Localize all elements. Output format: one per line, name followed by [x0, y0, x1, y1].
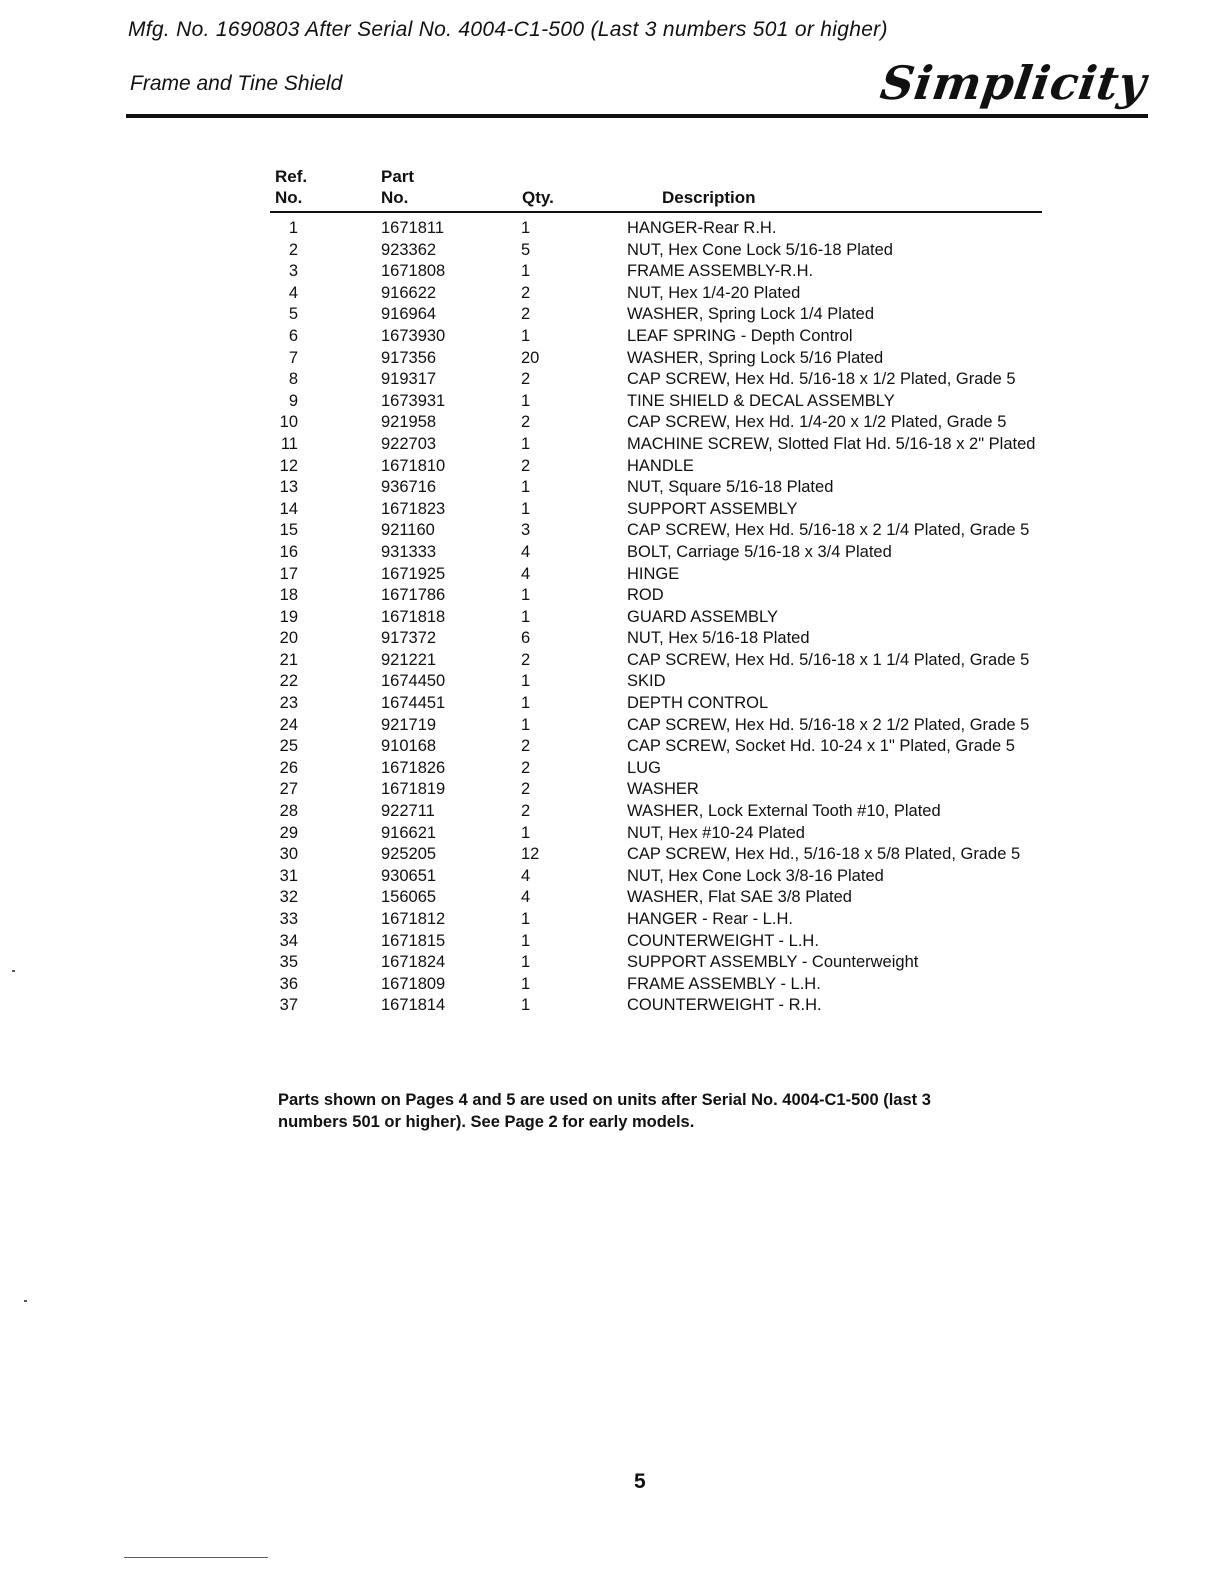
description-cell: NUT, Hex 5/16-18 Plated [627, 629, 810, 648]
table-row [270, 304, 1100, 326]
header-part-no [381, 166, 414, 208]
ref-no-cell: 20 [279, 629, 298, 648]
qty-cell: 4 [521, 888, 531, 907]
part-no-cell: 921221 [381, 650, 437, 669]
section-title: Frame and Tine Shield [130, 72, 343, 95]
qty-cell: 5 [521, 240, 531, 259]
qty-cell: 1 [521, 219, 531, 237]
part-no-cell: 921160 [381, 521, 435, 540]
description-cell: WASHER, Spring Lock 5/16 Plated [627, 348, 884, 367]
part-no-cell: 930651 [381, 866, 437, 885]
part-no-cell: 916622 [381, 283, 437, 302]
ref-no-cell: 27 [279, 780, 298, 799]
qty-cell: 2 [521, 758, 531, 777]
part-no-cell: 1671810 [381, 456, 446, 475]
part-no-cell: 922703 [381, 434, 437, 453]
table-row [270, 779, 1100, 801]
table-row [270, 412, 1100, 434]
description-cell: ROD [627, 586, 664, 605]
description-cell: HINGE [627, 564, 680, 583]
description-cell: GUARD ASSEMBLY [627, 607, 778, 626]
table-row [270, 456, 1100, 478]
qty-cell: 2 [521, 802, 531, 821]
ref-no-cell: 15 [279, 521, 298, 540]
ref-no-cell: 3 [288, 262, 298, 281]
ref-no-cell: 30 [279, 845, 298, 864]
qty-cell: 1 [521, 391, 531, 410]
description-cell: WASHER, Flat SAE 3/8 Plated [627, 888, 852, 907]
qty-cell: 1 [521, 910, 531, 928]
description-cell: WASHER [627, 780, 699, 799]
part-no-cell: 921958 [381, 413, 437, 432]
ref-no-cell: 10 [279, 413, 298, 432]
part-no-cell: 156065 [381, 888, 437, 907]
description-cell: SUPPORT ASSEMBLY - Counterweight [627, 953, 919, 972]
ref-no-cell: 9 [288, 391, 298, 410]
table-row [270, 564, 1100, 586]
part-no-cell: 1671818 [381, 607, 446, 626]
part-no-cell: 923362 [381, 240, 437, 259]
description-cell: CAP SCREW, Hex Hd. 5/16-18 x 2 1/4 Plated, Grade 5 [627, 521, 1030, 540]
part-no-cell: 922711 [381, 802, 435, 821]
qty-cell: 1 [521, 586, 531, 605]
qty-cell: 1 [521, 931, 531, 950]
qty-cell: 4 [521, 866, 531, 885]
part-no-cell: 1671786 [381, 586, 446, 605]
ref-no-cell: 21 [279, 650, 298, 669]
description-cell: WASHER, Spring Lock 1/4 Plated [627, 305, 875, 324]
qty-cell: 1 [521, 499, 531, 518]
part-no-cell: 925205 [381, 845, 437, 864]
description-cell: FRAME ASSEMBLY - L.H. [627, 974, 821, 993]
table-row [270, 391, 1100, 413]
description-cell: CAP SCREW, Hex Hd., 5/16-18 x 5/8 Plated, Grade 5 [627, 845, 1021, 864]
qty-cell: 2 [521, 737, 531, 756]
parts-table-header [270, 166, 1100, 210]
qty-cell: 6 [521, 629, 531, 648]
ref-no-cell: 26 [279, 758, 298, 777]
table-row [270, 736, 1100, 758]
table-row [270, 952, 1100, 974]
part-no-cell: 1671811 [381, 219, 445, 237]
part-no-cell: 1671819 [381, 780, 446, 799]
ref-no-cell: 25 [279, 737, 298, 756]
ref-no-cell: 33 [279, 910, 298, 928]
bottom-link-underline [124, 1557, 268, 1558]
part-no-cell: 1674451 [381, 694, 446, 713]
ref-no-cell: 32 [279, 888, 298, 907]
ref-no-cell: 23 [279, 694, 298, 713]
description-cell: COUNTERWEIGHT - L.H. [627, 931, 819, 950]
table-row [270, 866, 1100, 888]
qty-cell: 2 [521, 283, 531, 302]
parts-table [270, 166, 1100, 1015]
ref-no-cell: 37 [279, 996, 298, 1015]
qty-cell: 2 [521, 456, 531, 475]
qty-cell: 2 [521, 370, 531, 389]
ref-no-cell: 35 [279, 953, 298, 972]
description-cell: MACHINE SCREW, Slotted Flat Hd. 5/16-18 x 2" Plated [627, 434, 1036, 453]
table-row [270, 909, 1100, 931]
description-cell: FRAME ASSEMBLY-R.H. [627, 262, 814, 281]
ref-no-cell: 13 [279, 478, 298, 497]
part-no-cell: 931333 [381, 542, 437, 561]
ref-no-cell: 16 [279, 542, 298, 561]
qty-cell: 1 [521, 326, 531, 345]
table-row [270, 758, 1100, 780]
table-row [270, 671, 1100, 693]
part-no-cell: 1671925 [381, 564, 446, 583]
table-row [270, 693, 1100, 715]
description-cell: NUT, Hex #10-24 Plated [627, 823, 805, 842]
table-row [270, 823, 1100, 845]
ref-no-cell: 8 [288, 370, 298, 389]
description-cell: DEPTH CONTROL [627, 694, 769, 713]
table-row [270, 348, 1100, 370]
table-row [270, 801, 1100, 823]
table-row [270, 650, 1100, 672]
ref-no-cell: 6 [288, 326, 298, 345]
page-number: 5 [634, 1470, 646, 1493]
table-row [270, 628, 1100, 650]
part-no-cell: 916964 [381, 305, 437, 324]
qty-cell: 1 [521, 478, 531, 497]
qty-cell: 2 [521, 413, 531, 432]
part-no-cell: 1671824 [381, 953, 446, 972]
ref-no-cell: 17 [279, 564, 298, 583]
part-no-cell: 1671809 [381, 974, 446, 993]
table-row [270, 887, 1100, 909]
table-row [270, 283, 1100, 305]
ref-no-cell: 12 [279, 456, 298, 475]
qty-cell: 3 [521, 521, 531, 540]
ref-no-cell: 4 [288, 283, 298, 302]
description-cell: CAP SCREW, Hex Hd. 5/16-18 x 1/2 Plated, Grade 5 [627, 370, 1016, 389]
part-no-cell: 910168 [381, 737, 437, 756]
description-cell: CAP SCREW, Hex Hd. 1/4-20 x 1/2 Plated, Grade 5 [627, 413, 1007, 432]
table-row [270, 931, 1100, 953]
description-cell: LUG [627, 758, 661, 777]
description-cell: NUT, Hex Cone Lock 3/8-16 Plated [627, 866, 884, 885]
description-cell: WASHER, Lock External Tooth #10, Plated [627, 802, 941, 821]
qty-cell: 1 [521, 434, 531, 453]
part-no-cell: 1671808 [381, 262, 446, 281]
description-cell: COUNTERWEIGHT - R.H. [627, 996, 822, 1015]
ref-no-cell: 34 [279, 931, 298, 950]
table-row [270, 585, 1100, 607]
header-part-line1: Part [381, 167, 415, 186]
header-ref-no [275, 166, 307, 208]
qty-cell: 12 [521, 845, 540, 864]
table-row [270, 974, 1100, 996]
table-row [270, 218, 1100, 240]
ref-no-cell: 28 [279, 802, 298, 821]
table-row [270, 477, 1100, 499]
qty-cell: 1 [521, 262, 531, 281]
part-no-cell: 1673930 [381, 326, 446, 345]
description-cell: NUT, Square 5/16-18 Plated [627, 478, 834, 497]
table-row [270, 542, 1100, 564]
description-cell: HANDLE [627, 456, 694, 475]
table-row [270, 844, 1100, 866]
part-no-cell: 1671812 [381, 910, 446, 928]
part-no-cell: 1671814 [381, 996, 446, 1015]
table-row [270, 434, 1100, 456]
table-row [270, 499, 1100, 521]
ref-no-cell: 22 [279, 672, 298, 691]
ref-no-cell: 18 [279, 586, 298, 605]
part-no-cell: 1671823 [381, 499, 446, 518]
table-row [270, 995, 1100, 1017]
description-cell: CAP SCREW, Socket Hd. 10-24 x 1" Plated, Grade 5 [627, 737, 1015, 756]
header-part-line2: No. [381, 188, 409, 207]
qty-cell: 2 [521, 650, 531, 669]
qty-cell: 1 [521, 996, 531, 1015]
part-no-cell: 917372 [381, 629, 437, 648]
description-cell: SKID [627, 672, 666, 691]
part-no-cell: 1673931 [381, 391, 446, 410]
header-qty: Qty. [522, 188, 554, 207]
qty-cell: 1 [521, 715, 531, 734]
ref-no-cell: 7 [288, 348, 298, 367]
part-no-cell: 921719 [381, 715, 437, 734]
table-row [270, 240, 1100, 262]
part-no-cell: 916621 [381, 823, 437, 842]
table-header-rule [270, 211, 1042, 213]
qty-cell: 4 [521, 542, 531, 561]
ref-no-cell: 31 [279, 866, 298, 885]
header-ref-line1: Ref. [275, 167, 308, 186]
header-divider [126, 114, 1148, 118]
part-no-cell: 919317 [381, 370, 437, 389]
ref-no-cell: 36 [279, 974, 298, 993]
description-cell: CAP SCREW, Hex Hd. 5/16-18 x 1 1/4 Plated, Grade 5 [627, 650, 1030, 669]
qty-cell: 2 [521, 305, 531, 324]
table-row [270, 369, 1100, 391]
qty-cell: 2 [521, 780, 531, 799]
table-row [270, 261, 1100, 283]
part-no-cell: 1671826 [381, 758, 446, 777]
qty-cell: 1 [521, 672, 531, 691]
model-serial-header: Mfg. No. 1690803 After Serial No. 4004-C1-500 (Last 3 numbers 501 or higher) [128, 18, 888, 41]
ref-no-cell: 5 [288, 305, 298, 324]
qty-cell: 1 [521, 974, 531, 993]
qty-cell: 1 [521, 823, 531, 842]
description-cell: CAP SCREW, Hex Hd. 5/16-18 x 2 1/2 Plated, Grade 5 [627, 715, 1030, 734]
ref-no-cell: 11 [280, 434, 298, 453]
qty-cell: 4 [521, 564, 531, 583]
part-no-cell: 917356 [381, 348, 437, 367]
ref-no-cell: 1 [288, 219, 298, 237]
description-cell: NUT, Hex Cone Lock 5/16-18 Plated [627, 240, 893, 259]
ref-no-cell: 14 [279, 499, 298, 518]
ref-no-cell: 2 [288, 240, 298, 259]
qty-cell: 1 [521, 953, 531, 972]
part-no-cell: 936716 [381, 478, 437, 497]
ref-no-cell: 24 [279, 715, 298, 734]
table-row [270, 715, 1100, 737]
brand-logo: Simplicity [877, 56, 1150, 110]
scan-mark [12, 970, 15, 972]
ref-no-cell: 19 [279, 607, 298, 626]
qty-cell: 1 [521, 694, 531, 713]
description-cell: SUPPORT ASSEMBLY [627, 499, 798, 518]
part-no-cell: 1674450 [381, 672, 446, 691]
part-no-cell: 1671815 [381, 931, 446, 950]
description-cell: NUT, Hex 1/4-20 Plated [627, 283, 801, 302]
description-cell: HANGER-Rear R.H. [627, 219, 777, 237]
description-cell: HANGER - Rear - L.H. [627, 910, 793, 928]
serial-footnote: Parts shown on Pages 4 and 5 are used on units after Serial No. 4004-C1-500 (last 3 numbers 501 or higher). See Page 2 for early models. [278, 1091, 931, 1131]
table-row [270, 607, 1100, 629]
description-cell: LEAF SPRING - Depth Control [627, 326, 853, 345]
ref-no-cell: 29 [279, 823, 298, 842]
scan-mark [24, 1300, 27, 1302]
header-ref-line2: No. [275, 188, 303, 207]
description-cell: BOLT, Carriage 5/16-18 x 3/4 Plated [627, 542, 892, 561]
description-cell: TINE SHIELD & DECAL ASSEMBLY [627, 391, 895, 410]
qty-cell: 20 [521, 348, 540, 367]
table-row [270, 326, 1100, 348]
table-row [270, 520, 1100, 542]
parts-table-body [270, 218, 1100, 1017]
qty-cell: 1 [521, 607, 531, 626]
header-description: Description [662, 188, 756, 207]
